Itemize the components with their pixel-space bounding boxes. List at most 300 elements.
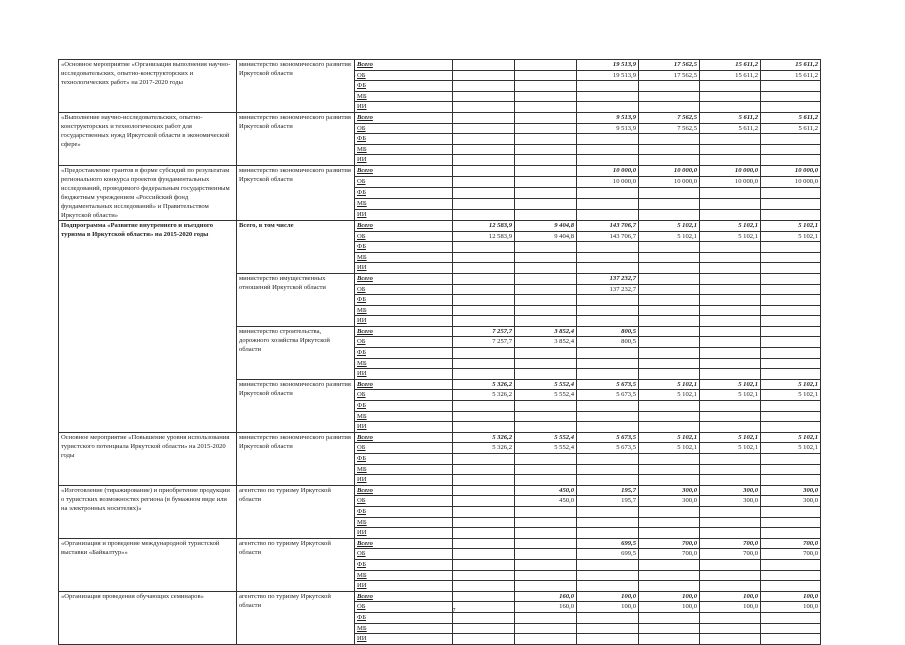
amount-cell	[515, 242, 577, 253]
amount-cell: 5 552,4	[515, 443, 577, 454]
amount-cell	[515, 60, 577, 71]
funding-source-cell: ИИ	[355, 263, 453, 274]
funding-source-cell: ИИ	[355, 634, 453, 645]
amount-cell: 5 326,2	[453, 390, 515, 401]
amount-cell	[515, 634, 577, 645]
amount-cell: 5 102,1	[639, 443, 700, 454]
amount-cell	[761, 634, 821, 645]
amount-cell: 5 102,1	[761, 443, 821, 454]
amount-cell	[761, 612, 821, 623]
amount-cell	[639, 348, 700, 359]
amount-cell	[453, 348, 515, 359]
amount-cell	[639, 358, 700, 369]
funding-source-cell: МБ	[355, 411, 453, 422]
amount-cell	[700, 326, 761, 337]
amount-cell	[639, 559, 700, 570]
amount-cell	[639, 295, 700, 306]
table-row	[59, 591, 821, 602]
amount-cell	[639, 134, 700, 145]
table-row	[59, 220, 821, 231]
amount-cell	[515, 348, 577, 359]
amount-cell	[577, 155, 639, 166]
executor-cell: министерство экономического развития Иркутской области	[237, 60, 355, 113]
amount-cell: 700,0	[639, 549, 700, 560]
amount-cell: 160,0	[515, 591, 577, 602]
amount-cell: 300,0	[639, 485, 700, 496]
activity-name-cell: «Предоставление грантов в форме субсидий по результатам регионального конкурса проектов фундаментальных исследований, проводимого федеральным государственным бюджетным учреждением «Российский фонд фундаментальных исследований» и Правительством Иркутской области»	[59, 165, 237, 220]
amount-cell	[577, 209, 639, 220]
amount-cell	[700, 401, 761, 412]
executor-cell: министерство экономического развития Иркутской области	[237, 379, 355, 432]
amount-cell	[700, 369, 761, 380]
amount-cell: 10 000,0	[700, 176, 761, 187]
funding-source-cell: ИИ	[355, 209, 453, 220]
funding-source-cell: МБ	[355, 305, 453, 316]
funding-source-cell: МБ	[355, 252, 453, 263]
executor-cell: агентство по туризму Иркутской области	[237, 591, 355, 644]
amount-cell	[453, 155, 515, 166]
amount-cell	[515, 134, 577, 145]
amount-cell	[577, 305, 639, 316]
amount-cell	[761, 209, 821, 220]
amount-cell	[453, 464, 515, 475]
amount-cell	[453, 316, 515, 327]
amount-cell	[577, 348, 639, 359]
amount-cell	[700, 623, 761, 634]
amount-cell	[515, 559, 577, 570]
amount-cell: 5 102,1	[700, 390, 761, 401]
amount-cell	[700, 252, 761, 263]
table-row	[59, 60, 821, 71]
amount-cell	[515, 316, 577, 327]
funding-source-cell: Всего	[355, 591, 453, 602]
amount-cell: 100,0	[700, 591, 761, 602]
amount-cell	[761, 358, 821, 369]
budget-table-body	[59, 60, 821, 645]
amount-cell: 5 673,5	[577, 443, 639, 454]
amount-cell	[515, 102, 577, 113]
activity-name-cell: «Организация и проведение международной туристской выставки «Байкалтур»»	[59, 538, 237, 591]
amount-cell: 9 513,9	[577, 123, 639, 134]
amount-cell	[639, 316, 700, 327]
amount-cell	[639, 464, 700, 475]
funding-source-cell: Всего	[355, 273, 453, 284]
amount-cell	[761, 570, 821, 581]
amount-cell: 450,0	[515, 496, 577, 507]
page-number: 7	[452, 607, 456, 615]
amount-cell	[515, 506, 577, 517]
amount-cell: 5 102,1	[761, 432, 821, 443]
amount-cell	[453, 252, 515, 263]
amount-cell	[761, 411, 821, 422]
amount-cell	[639, 422, 700, 433]
funding-source-cell: ФБ	[355, 295, 453, 306]
amount-cell: 5 102,1	[700, 432, 761, 443]
amount-cell	[515, 284, 577, 295]
funding-source-cell: ИИ	[355, 369, 453, 380]
amount-cell	[700, 316, 761, 327]
amount-cell	[761, 326, 821, 337]
amount-cell: 15 611,2	[700, 70, 761, 81]
funding-source-cell: МБ	[355, 464, 453, 475]
funding-source-cell: ФБ	[355, 454, 453, 465]
funding-source-cell: ФБ	[355, 187, 453, 198]
funding-source-cell: МБ	[355, 91, 453, 102]
funding-source-cell: ИИ	[355, 422, 453, 433]
amount-cell	[515, 144, 577, 155]
amount-cell	[639, 612, 700, 623]
amount-cell	[453, 102, 515, 113]
amount-cell: 5 673,5	[577, 432, 639, 443]
amount-cell: 7 562,5	[639, 112, 700, 123]
amount-cell	[515, 538, 577, 549]
amount-cell: 137 232,7	[577, 284, 639, 295]
funding-source-cell: ОБ	[355, 284, 453, 295]
amount-cell	[453, 284, 515, 295]
amount-cell	[700, 81, 761, 92]
activity-name-cell: «Основное мероприятие «Организация выполнения научно-исследовательских, опытно-конструкторских и технологических работ» на 2017-2020 годы	[59, 60, 237, 113]
table-row	[59, 538, 821, 549]
amount-cell	[577, 623, 639, 634]
amount-cell	[515, 263, 577, 274]
amount-cell: 9 513,9	[577, 112, 639, 123]
amount-cell: 100,0	[761, 591, 821, 602]
amount-cell	[700, 155, 761, 166]
amount-cell	[453, 485, 515, 496]
amount-cell	[761, 295, 821, 306]
table-row	[59, 432, 821, 443]
amount-cell	[700, 358, 761, 369]
funding-source-cell: ИИ	[355, 475, 453, 486]
amount-cell	[515, 305, 577, 316]
funding-source-cell: Всего	[355, 112, 453, 123]
amount-cell: 9 404,8	[515, 231, 577, 242]
amount-cell	[761, 284, 821, 295]
amount-cell	[453, 81, 515, 92]
amount-cell	[761, 134, 821, 145]
activity-name-cell: «Выполнение научно-исследовательских, опытно-конструкторских и технологических работ для государственных нужд Иркутской области в экономической сфере»	[59, 112, 237, 165]
amount-cell	[639, 187, 700, 198]
amount-cell	[577, 295, 639, 306]
amount-cell	[577, 401, 639, 412]
amount-cell	[515, 198, 577, 209]
amount-cell	[577, 559, 639, 570]
amount-cell: 10 000,0	[700, 165, 761, 176]
executor-cell: агентство по туризму Иркутской области	[237, 538, 355, 591]
amount-cell	[515, 369, 577, 380]
amount-cell	[639, 242, 700, 253]
amount-cell	[453, 475, 515, 486]
amount-cell: 5 102,1	[761, 390, 821, 401]
amount-cell	[639, 517, 700, 528]
funding-source-cell: ОБ	[355, 390, 453, 401]
executor-cell: министерство экономического развития Иркутской области	[237, 165, 355, 220]
amount-cell: 5 673,5	[577, 379, 639, 390]
amount-cell	[700, 559, 761, 570]
amount-cell: 160,0	[515, 602, 577, 613]
amount-cell	[761, 581, 821, 592]
funding-source-cell: ИИ	[355, 102, 453, 113]
amount-cell	[761, 242, 821, 253]
amount-cell: 5 102,1	[700, 379, 761, 390]
amount-cell: 100,0	[700, 602, 761, 613]
amount-cell: 5 611,2	[700, 123, 761, 134]
amount-cell	[761, 401, 821, 412]
amount-cell: 10 000,0	[577, 165, 639, 176]
amount-cell	[577, 634, 639, 645]
amount-cell	[639, 252, 700, 263]
amount-cell	[515, 123, 577, 134]
amount-cell: 100,0	[639, 602, 700, 613]
amount-cell	[761, 91, 821, 102]
amount-cell: 699,5	[577, 538, 639, 549]
amount-cell	[453, 612, 515, 623]
funding-source-cell: Всего	[355, 60, 453, 71]
amount-cell: 19 513,9	[577, 60, 639, 71]
funding-source-cell: Всего	[355, 432, 453, 443]
amount-cell	[761, 422, 821, 433]
amount-cell	[515, 70, 577, 81]
amount-cell	[453, 401, 515, 412]
funding-source-cell: Всего	[355, 379, 453, 390]
amount-cell	[639, 81, 700, 92]
amount-cell: 195,7	[577, 496, 639, 507]
amount-cell	[515, 528, 577, 539]
amount-cell	[453, 209, 515, 220]
amount-cell	[639, 209, 700, 220]
executor-cell: министерство строительства, дорожного хозяйства Иркутской области	[237, 326, 355, 379]
amount-cell: 5 102,1	[700, 231, 761, 242]
amount-cell	[515, 273, 577, 284]
amount-cell: 3 852,4	[515, 337, 577, 348]
amount-cell: 5 326,2	[453, 443, 515, 454]
amount-cell	[700, 91, 761, 102]
amount-cell	[453, 187, 515, 198]
amount-cell	[639, 326, 700, 337]
amount-cell: 5 552,4	[515, 432, 577, 443]
amount-cell	[761, 528, 821, 539]
amount-cell	[515, 517, 577, 528]
amount-cell	[639, 369, 700, 380]
amount-cell	[453, 454, 515, 465]
funding-source-cell: ФБ	[355, 134, 453, 145]
amount-cell	[577, 91, 639, 102]
amount-cell: 19 513,9	[577, 70, 639, 81]
amount-cell	[577, 422, 639, 433]
amount-cell	[700, 198, 761, 209]
amount-cell: 800,5	[577, 326, 639, 337]
amount-cell	[761, 273, 821, 284]
amount-cell	[700, 337, 761, 348]
funding-source-cell: ОБ	[355, 443, 453, 454]
amount-cell: 143 706,7	[577, 231, 639, 242]
funding-source-cell: ИИ	[355, 155, 453, 166]
amount-cell	[639, 634, 700, 645]
funding-source-cell: ФБ	[355, 81, 453, 92]
amount-cell: 17 562,5	[639, 70, 700, 81]
amount-cell: 5 611,2	[761, 112, 821, 123]
amount-cell: 300,0	[700, 496, 761, 507]
amount-cell	[453, 144, 515, 155]
amount-cell: 700,0	[761, 538, 821, 549]
funding-source-cell: Всего	[355, 538, 453, 549]
amount-cell	[700, 187, 761, 198]
amount-cell: 300,0	[700, 485, 761, 496]
amount-cell: 5 611,2	[761, 123, 821, 134]
amount-cell	[761, 102, 821, 113]
amount-cell	[700, 475, 761, 486]
amount-cell	[639, 305, 700, 316]
activity-name-cell: Подпрограмма «Развитие внутреннего и въездного туризма в Иркутской области» на 2015-2020 годы	[59, 220, 237, 432]
amount-cell	[761, 316, 821, 327]
funding-source-cell: ОБ	[355, 549, 453, 560]
amount-cell	[453, 358, 515, 369]
funding-source-cell: Всего	[355, 326, 453, 337]
amount-cell	[700, 263, 761, 274]
amount-cell: 5 102,1	[639, 379, 700, 390]
amount-cell	[515, 155, 577, 166]
executor-cell: министерство экономического развития Иркутской области	[237, 112, 355, 165]
amount-cell	[515, 209, 577, 220]
amount-cell: 10 000,0	[639, 176, 700, 187]
funding-source-cell: МБ	[355, 144, 453, 155]
amount-cell: 700,0	[761, 549, 821, 560]
amount-cell	[577, 242, 639, 253]
amount-cell: 300,0	[761, 496, 821, 507]
amount-cell	[639, 411, 700, 422]
amount-cell: 5 102,1	[761, 231, 821, 242]
amount-cell	[453, 602, 515, 613]
amount-cell	[577, 570, 639, 581]
amount-cell	[453, 591, 515, 602]
amount-cell	[515, 401, 577, 412]
funding-source-cell: Всего	[355, 220, 453, 231]
amount-cell	[577, 81, 639, 92]
table-row	[59, 165, 821, 176]
amount-cell	[453, 273, 515, 284]
amount-cell	[761, 155, 821, 166]
amount-cell	[515, 358, 577, 369]
amount-cell	[700, 517, 761, 528]
amount-cell	[453, 165, 515, 176]
amount-cell	[515, 422, 577, 433]
amount-cell: 5 102,1	[639, 390, 700, 401]
amount-cell	[453, 123, 515, 134]
funding-source-cell: ИИ	[355, 316, 453, 327]
amount-cell: 15 611,2	[761, 70, 821, 81]
amount-cell: 5 102,1	[700, 443, 761, 454]
amount-cell	[577, 528, 639, 539]
amount-cell	[515, 187, 577, 198]
funding-source-cell: ОБ	[355, 231, 453, 242]
amount-cell	[453, 134, 515, 145]
amount-cell	[761, 369, 821, 380]
amount-cell	[639, 454, 700, 465]
amount-cell	[577, 144, 639, 155]
amount-cell	[577, 411, 639, 422]
activity-name-cell: «Изготовление (тиражирование) и приобретение продукции о туристских возможностях региона (в бумажном виде или на электронных носителях)»	[59, 485, 237, 538]
amount-cell	[515, 454, 577, 465]
amount-cell	[700, 506, 761, 517]
executor-cell: министерство имущественных отношений Иркутской области	[237, 273, 355, 326]
amount-cell	[515, 411, 577, 422]
amount-cell	[453, 305, 515, 316]
amount-cell: 10 000,0	[761, 165, 821, 176]
amount-cell	[453, 176, 515, 187]
funding-source-cell: МБ	[355, 198, 453, 209]
amount-cell	[761, 506, 821, 517]
amount-cell	[453, 634, 515, 645]
amount-cell: 5 326,2	[453, 379, 515, 390]
funding-source-cell: МБ	[355, 358, 453, 369]
amount-cell	[761, 623, 821, 634]
funding-source-cell: ФБ	[355, 242, 453, 253]
funding-source-cell: МБ	[355, 623, 453, 634]
amount-cell: 5 102,1	[639, 432, 700, 443]
amount-cell	[700, 273, 761, 284]
funding-source-cell: ФБ	[355, 612, 453, 623]
amount-cell	[700, 411, 761, 422]
amount-cell	[453, 411, 515, 422]
amount-cell	[515, 176, 577, 187]
amount-cell	[453, 263, 515, 274]
amount-cell: 17 562,5	[639, 60, 700, 71]
amount-cell	[577, 252, 639, 263]
funding-source-cell: ИИ	[355, 581, 453, 592]
amount-cell	[515, 581, 577, 592]
amount-cell	[453, 70, 515, 81]
amount-cell: 5 326,2	[453, 432, 515, 443]
amount-cell	[577, 454, 639, 465]
amount-cell	[639, 401, 700, 412]
amount-cell	[453, 422, 515, 433]
amount-cell	[700, 102, 761, 113]
amount-cell	[453, 496, 515, 507]
amount-cell: 100,0	[577, 602, 639, 613]
amount-cell	[453, 295, 515, 306]
amount-cell: 15 611,2	[761, 60, 821, 71]
amount-cell	[639, 144, 700, 155]
amount-cell	[577, 316, 639, 327]
amount-cell	[639, 337, 700, 348]
funding-source-cell: ОБ	[355, 337, 453, 348]
amount-cell	[577, 506, 639, 517]
funding-source-cell: ОБ	[355, 70, 453, 81]
amount-cell	[515, 112, 577, 123]
amount-cell	[639, 263, 700, 274]
funding-source-cell: МБ	[355, 517, 453, 528]
amount-cell: 5 611,2	[700, 112, 761, 123]
amount-cell: 12 583,9	[453, 220, 515, 231]
amount-cell	[700, 464, 761, 475]
funding-source-cell: МБ	[355, 570, 453, 581]
amount-cell	[577, 187, 639, 198]
amount-cell: 700,0	[700, 549, 761, 560]
amount-cell	[639, 273, 700, 284]
amount-cell	[577, 581, 639, 592]
amount-cell	[761, 348, 821, 359]
amount-cell	[761, 337, 821, 348]
amount-cell: 5 102,1	[761, 379, 821, 390]
funding-source-cell: ОБ	[355, 496, 453, 507]
amount-cell	[761, 517, 821, 528]
amount-cell	[577, 263, 639, 274]
amount-cell	[577, 475, 639, 486]
amount-cell	[639, 198, 700, 209]
amount-cell	[700, 454, 761, 465]
amount-cell: 5 552,4	[515, 390, 577, 401]
amount-cell	[639, 102, 700, 113]
